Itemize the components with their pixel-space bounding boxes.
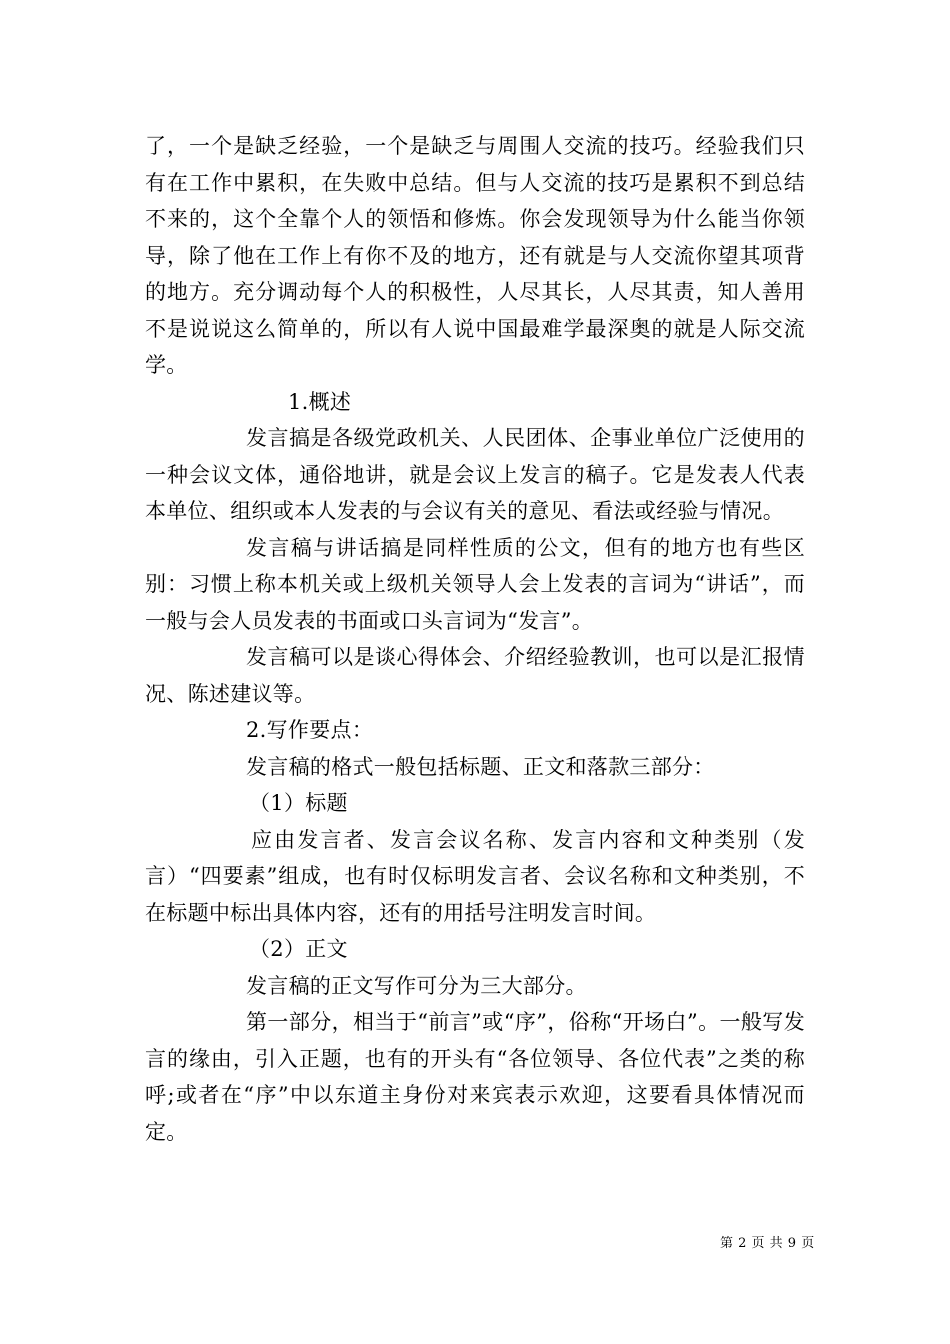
- paragraph-part-one: 第一部分，相当于“前言”或“序”，俗称“开场白”。一般写发言的缘由，引入正题，也有的开头有“各位领导、各位代表”之类的称呼;或者在“序”中以东道主身份对来宾表示欢迎，这要看具体情况而定。: [145, 1010, 805, 1144]
- page-number-footer: 第 2 页 共 9 页: [720, 1236, 815, 1251]
- document-body: [145, 128, 805, 1150]
- subheading-body: （2）正文: [249, 937, 348, 961]
- section-heading-writing-points: 2.写作要点：: [246, 718, 374, 742]
- subheading-title: （1）标题: [249, 791, 348, 815]
- paragraph-body-parts: 发言稿的正文写作可分为三大部分。: [246, 973, 587, 998]
- section-heading-overview: 1.概述: [288, 389, 352, 414]
- paragraph-overview-difference: 发言稿与讲话搞是同样性质的公文，但有的地方也有些区别：习惯上称本机关或上级机关领导人会上发表的言词为“讲话”，而一般与会人员发表的书面或口头言词为“发言”。: [145, 535, 805, 633]
- paragraph-title-details: 应由发言者、发言会议名称、发言内容和文种类别（发言）“四要素”组成，也有时仅标明发言者、会议名称和文种类别，不在标题中标出具体内容，还有的用括号注明发言时间。: [145, 827, 805, 925]
- paragraph-format: 发言稿的格式一般包括标题、正文和落款三部分：: [246, 754, 715, 779]
- paragraph-intro: 了，一个是缺乏经验，一个是缺乏与周围人交流的技巧。经验我们只有在工作中累积，在失败中总结。但与人交流的技巧是累积不到总结不来的，这个全靠个人的领悟和修炼。你会发现领导为什么能当你领导，除了他在工作上有你不及的地方，还有就是与人交流你望其项背的地方。充分调动每个人的积极性，人尽其长，人尽其责，知人善用不是说说这么简单的，所以有人说中国最难学最深奥的就是人际交流学。: [145, 134, 805, 377]
- paragraph-overview-definition: 发言搞是各级党政机关、人民团体、企事业单位广泛使用的一种会议文体，通俗地讲，就是会议上发言的稿子。它是发表人代表本单位、组织或本人发表的与会议有关的意见、看法或经验与情况。: [145, 426, 805, 523]
- paragraph-overview-content: 发言稿可以是谈心得体会、介绍经验教训，也可以是汇报情况、陈述建议等。: [145, 645, 805, 706]
